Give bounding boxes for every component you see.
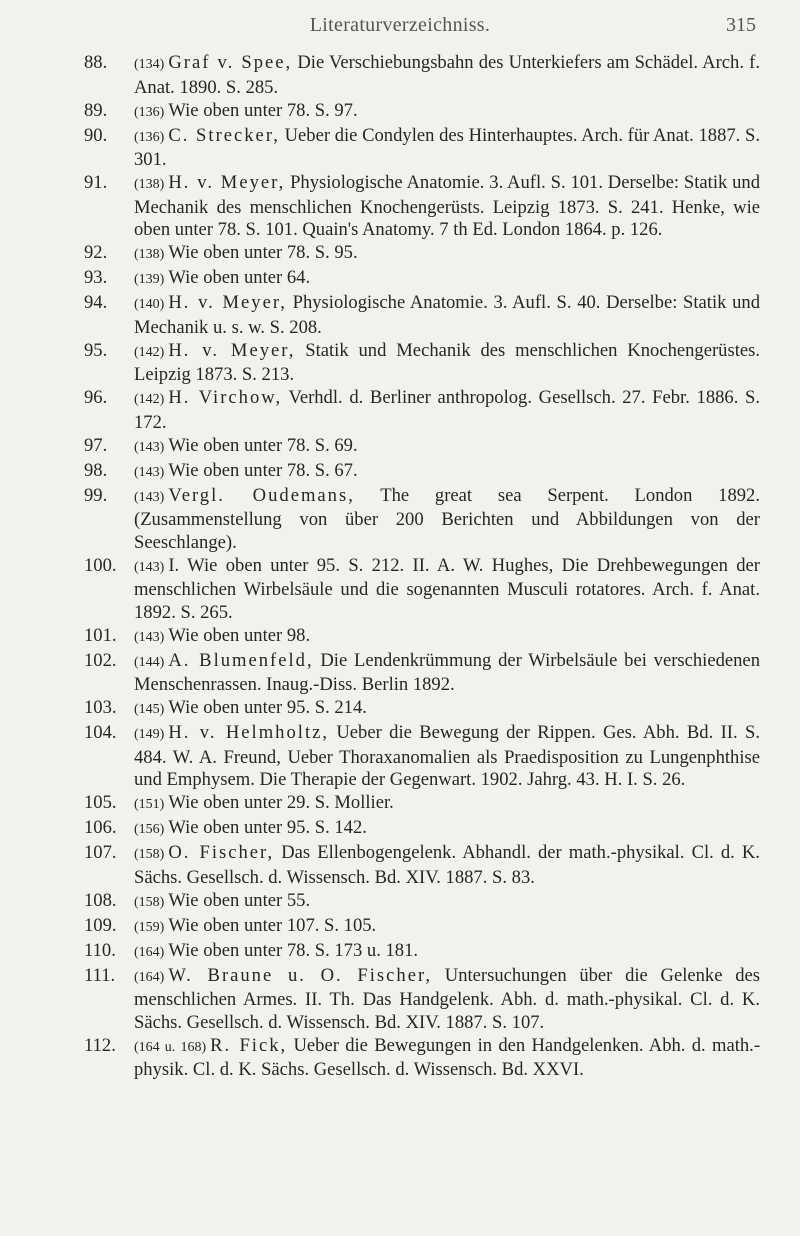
- bibliography-entry: [0, 650, 800, 697]
- entry-number: 97.: [84, 434, 108, 456]
- bibliography-entry: [0, 52, 800, 99]
- entry-text: Physiologische Anatomie. 3. Aufl. S. 101. Derselbe: Statik und Mechanik des menschlichen Knochengerüsts. Leipzig 1873. S. 241. Henke, wie oben unter 78. S. 101. Quain's Anatomy. 7 th Ed. London 1864. p. 126.: [134, 172, 761, 240]
- entry-number: 91.: [84, 172, 108, 193]
- entry-number: 95.: [84, 339, 108, 361]
- bibliography-entry: [0, 485, 800, 555]
- entry-page-reference: (158): [134, 847, 165, 862]
- entry-text: Wie oben unter 95. S. 142.: [168, 817, 367, 838]
- entry-number: 88.: [84, 52, 108, 73]
- bibliography-entry: [0, 842, 800, 889]
- entry-text: Statik und Mechanik des menschlichen Knochengerüstes. Leipzig 1873. S. 213.: [134, 339, 760, 385]
- bibliography-entry: [0, 1035, 800, 1082]
- bibliography-entry: [0, 722, 800, 792]
- entry-page-reference: (149): [134, 727, 165, 742]
- entry-author: C. Strecker,: [168, 124, 280, 146]
- entry-number: 105.: [84, 792, 117, 813]
- entry-number: 108.: [84, 889, 117, 911]
- entry-author: W. Braune u. O. Fischer,: [168, 964, 433, 986]
- entry-author: A. Blumenfeld,: [168, 649, 314, 671]
- entry-page-reference: (156): [134, 822, 165, 837]
- entry-number: 106.: [84, 817, 117, 838]
- entry-number: 100.: [84, 554, 117, 576]
- entry-page-reference: (143): [134, 559, 165, 575]
- entry-text: Wie oben unter 107. S. 105.: [168, 914, 377, 936]
- entry-page-reference: (158): [134, 894, 165, 910]
- entry-number: 111.: [84, 964, 116, 986]
- entry-number: 99.: [84, 484, 108, 506]
- entry-text: Wie oben unter 78. S. 69.: [168, 434, 358, 456]
- bibliography-entry: [0, 965, 800, 1035]
- entry-page-reference: (159): [134, 919, 165, 935]
- entry-page-reference: (142): [134, 344, 165, 360]
- bibliography-entry: [0, 435, 800, 460]
- entry-page-reference: (143): [134, 489, 165, 505]
- entry-text: Untersuchungen über die Gelenke des menschlichen Armes. II. Th. Das Handgelenk. Abh. d. math.-physikal. Cl. d. K. Sächs. Gesellsch. d. Wissensch. Bd. XIV. 1887. S. 107.: [134, 964, 760, 1033]
- bibliography-entry: [0, 100, 800, 125]
- entry-text: Wie oben unter 98.: [168, 624, 311, 646]
- bibliography-entry: [0, 890, 800, 915]
- entry-author: Graf v. Spee,: [168, 52, 293, 73]
- entry-text: Das Ellenbogengelenk. Abhandl. der math.-physikal. Cl. d. K. Sächs. Gesellsch. d. Wissensch. Bd. XIV. 1887. S. 83.: [134, 842, 760, 888]
- entry-author: H. v. Meyer,: [168, 292, 287, 313]
- entry-page-reference: (164 u. 168): [134, 1039, 207, 1055]
- entry-page-reference: (140): [134, 297, 165, 312]
- bibliography-entry: [0, 292, 800, 339]
- entry-page-reference: (143): [134, 629, 165, 645]
- bibliography-entry: [0, 915, 800, 940]
- entry-page-reference: (144): [134, 654, 165, 670]
- bibliography-entry: [0, 340, 800, 387]
- entry-text: Wie oben unter 29. S. Mollier.: [168, 792, 394, 813]
- entry-number: 89.: [84, 99, 108, 121]
- entry-text: Wie oben unter 64.: [168, 267, 311, 288]
- bibliography-entry: [0, 172, 800, 242]
- entry-number: 103.: [84, 697, 117, 718]
- entry-number: 104.: [84, 722, 117, 743]
- bibliography-entry: [0, 792, 800, 817]
- entry-text: I. Wie oben unter 95. S. 212. II. A. W. Hughes, Die Drehbewegungen der menschlichen Wirbelsäule und die sogenannten Musculi rotatores. Arch. f. Anat. 1892. S. 265.: [134, 554, 760, 623]
- bibliography-list: [0, 52, 800, 1082]
- entry-text: Wie oben unter 95. S. 214.: [168, 697, 367, 718]
- entry-author: O. Fischer,: [168, 842, 275, 863]
- entry-text: Die Lendenkrümmung der Wirbelsäule bei verschiedenen Menschenrassen. Inaug.-Diss. Berlin 1892.: [134, 649, 760, 695]
- entry-author: R. Fick,: [210, 1034, 288, 1056]
- bibliography-entry: [0, 125, 800, 172]
- entry-number: 102.: [84, 649, 117, 671]
- entry-page-reference: (139): [134, 272, 165, 287]
- entry-page-reference: (136): [134, 104, 165, 120]
- entry-page-reference: (138): [134, 177, 165, 192]
- entry-page-reference: (151): [134, 797, 165, 812]
- bibliography-entry: [0, 460, 800, 485]
- entry-number: 107.: [84, 842, 117, 863]
- entry-page-reference: (145): [134, 702, 165, 717]
- entry-text: Wie oben unter 78. S. 67.: [168, 459, 358, 481]
- entry-author: H. v. Helmholtz,: [168, 722, 330, 743]
- entry-text: Wie oben unter 78. S. 173 u. 181.: [168, 939, 419, 961]
- entry-author: H. v. Meyer,: [168, 339, 296, 361]
- bibliography-entry: [0, 625, 800, 650]
- entry-number: 101.: [84, 624, 117, 646]
- bibliography-entry: [0, 242, 800, 267]
- bibliography-entry: [0, 387, 800, 434]
- entry-author: H. v. Meyer,: [168, 172, 286, 193]
- entry-text: Ueber die Bewegung der Rippen. Ges. Abh. Bd. II. S. 484. W. A. Freund, Ueber Thoraxanomalien als Praedisposition zu Lungenphthise und Emphysem. Die Therapie der Gegenwart. 1902. Jahrg. 43. H. I. S. 26.: [134, 722, 761, 790]
- page-number: 315: [726, 14, 756, 36]
- entry-number: 110.: [84, 939, 116, 961]
- entry-text: The great sea Serpent. London 1892. (Zusammenstellung von über 200 Berichten und Abbildungen von der Seeschlange).: [134, 484, 760, 553]
- entry-page-reference: (142): [134, 392, 165, 407]
- entry-author: H. Virchow,: [168, 387, 283, 408]
- bibliography-entry: [0, 267, 800, 292]
- entry-number: 93.: [84, 267, 108, 288]
- entry-author: Vergl. Oudemans,: [168, 484, 355, 506]
- entry-page-reference: (164): [134, 944, 165, 960]
- entry-page-reference: (143): [134, 439, 165, 455]
- entry-number: 92.: [84, 242, 108, 263]
- entry-number: 112.: [84, 1034, 116, 1056]
- entry-number: 96.: [84, 387, 108, 408]
- entry-number: 98.: [84, 459, 108, 481]
- bibliography-entry: [0, 940, 800, 965]
- entry-text: Die Verschiebungsbahn des Unterkiefers am Schädel. Arch. f. Anat. 1890. S. 285.: [134, 52, 760, 98]
- entry-number: 90.: [84, 124, 108, 146]
- entry-number: 94.: [84, 292, 108, 313]
- entry-text: Wie oben unter 55.: [168, 889, 311, 911]
- entry-number: 109.: [84, 914, 117, 936]
- entry-page-reference: (164): [134, 969, 165, 985]
- entry-page-reference: (138): [134, 247, 165, 262]
- entry-text: Ueber die Condylen des Hinterhauptes. Arch. für Anat. 1887. S. 301.: [134, 124, 760, 170]
- page-header: [0, 14, 800, 42]
- entry-text: Physiologische Anatomie. 3. Aufl. S. 40. Derselbe: Statik und Mechanik u. s. w. S. 208.: [134, 292, 760, 338]
- bibliography-entry: [0, 817, 800, 842]
- entry-text: Wie oben unter 78. S. 97.: [168, 99, 358, 121]
- entry-page-reference: (136): [134, 129, 165, 145]
- entry-page-reference: (134): [134, 57, 165, 72]
- entry-text: Wie oben unter 78. S. 95.: [168, 242, 358, 263]
- entry-page-reference: (143): [134, 464, 165, 480]
- entry-text: Verhdl. d. Berliner anthropolog. Gesellsch. 27. Febr. 1886. S. 172.: [134, 387, 761, 433]
- running-title: Literaturverzeichniss.: [309, 14, 491, 36]
- entry-text: Ueber die Bewegungen in den Handgelenken. Abh. d. math.-physik. Cl. d. K. Sächs. Gesellsch. d. Wissensch. Bd. XXVI.: [134, 1034, 761, 1080]
- bibliography-entry: [0, 697, 800, 722]
- bibliography-entry: [0, 555, 800, 625]
